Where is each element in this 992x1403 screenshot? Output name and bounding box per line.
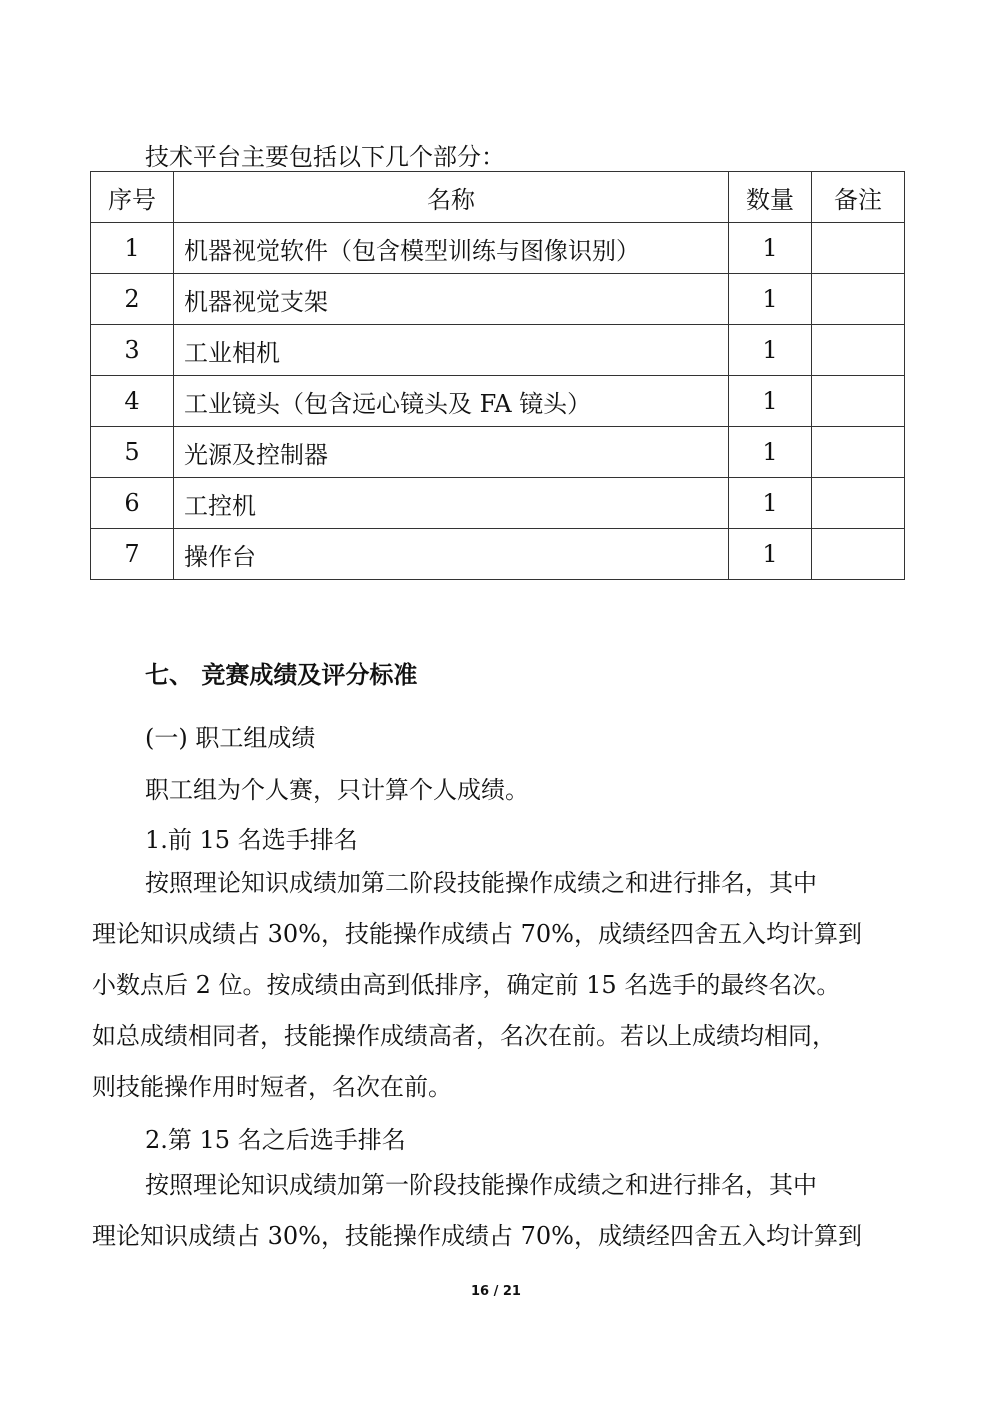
table-row	[91, 529, 905, 580]
section-heading: 七、 竞赛成绩及评分标准	[145, 661, 418, 689]
header-name: 名称	[174, 172, 729, 223]
table-header-row	[91, 172, 905, 223]
intro-text: 技术平台主要包括以下几个部分：	[145, 143, 505, 171]
cell-no: 7	[91, 529, 174, 580]
cell-qty: 1	[729, 427, 812, 478]
header-qty: 数量	[729, 172, 812, 223]
cell-note	[812, 427, 905, 478]
cell-name: 光源及控制器	[174, 427, 729, 478]
equipment-table	[90, 171, 905, 580]
table-row	[91, 223, 905, 274]
paragraph-line: 小数点后 2 位。按成绩由高到低排序，确定前 15 名选手的最终名次。	[92, 971, 841, 999]
cell-name: 工控机	[174, 478, 729, 529]
cell-note	[812, 478, 905, 529]
item-title-after15: 2.第 15 名之后选手排名	[145, 1126, 406, 1154]
paragraph-intro: 职工组为个人赛，只计算个人成绩。	[145, 776, 529, 804]
paragraph-line: 按照理论知识成绩加第一阶段技能操作成绩之和进行排名，其中	[145, 1171, 817, 1199]
paragraph-line: 理论知识成绩占 30%，技能操作成绩占 70%，成绩经四舍五入均计算到	[92, 920, 862, 948]
cell-name: 工业镜头（包含远心镜头及 FA 镜头）	[174, 376, 729, 427]
table-row	[91, 427, 905, 478]
cell-qty: 1	[729, 478, 812, 529]
table-row	[91, 274, 905, 325]
cell-note	[812, 223, 905, 274]
paragraph-line: 理论知识成绩占 30%，技能操作成绩占 70%，成绩经四舍五入均计算到	[92, 1222, 862, 1250]
header-no: 序号	[91, 172, 174, 223]
cell-name: 操作台	[174, 529, 729, 580]
paragraph-top15-rules	[92, 858, 902, 1113]
subsection-heading: (一) 职工组成绩	[145, 724, 316, 752]
cell-qty: 1	[729, 529, 812, 580]
paragraph-line: 如总成绩相同者，技能操作成绩高者，名次在前。若以上成绩均相同，	[92, 1022, 836, 1050]
table-row	[91, 376, 905, 427]
cell-name: 机器视觉软件（包含模型训练与图像识别）	[174, 223, 729, 274]
cell-qty: 1	[729, 325, 812, 376]
table-row	[91, 325, 905, 376]
cell-no: 2	[91, 274, 174, 325]
cell-note	[812, 274, 905, 325]
item-title-top15: 1.前 15 名选手排名	[145, 826, 358, 854]
cell-no: 4	[91, 376, 174, 427]
cell-name: 机器视觉支架	[174, 274, 729, 325]
cell-qty: 1	[729, 376, 812, 427]
cell-no: 5	[91, 427, 174, 478]
cell-note	[812, 529, 905, 580]
cell-name: 工业相机	[174, 325, 729, 376]
cell-no: 1	[91, 223, 174, 274]
cell-note	[812, 325, 905, 376]
table-row	[91, 478, 905, 529]
cell-no: 3	[91, 325, 174, 376]
header-note: 备注	[812, 172, 905, 223]
paragraph-line: 按照理论知识成绩加第二阶段技能操作成绩之和进行排名，其中	[145, 869, 817, 897]
cell-note	[812, 376, 905, 427]
paragraph-line: 则技能操作用时短者，名次在前。	[92, 1073, 452, 1101]
cell-no: 6	[91, 478, 174, 529]
cell-qty: 1	[729, 274, 812, 325]
paragraph-after15-rules	[92, 1160, 902, 1262]
cell-qty: 1	[729, 223, 812, 274]
page-number: 16 / 21	[471, 1284, 521, 1299]
